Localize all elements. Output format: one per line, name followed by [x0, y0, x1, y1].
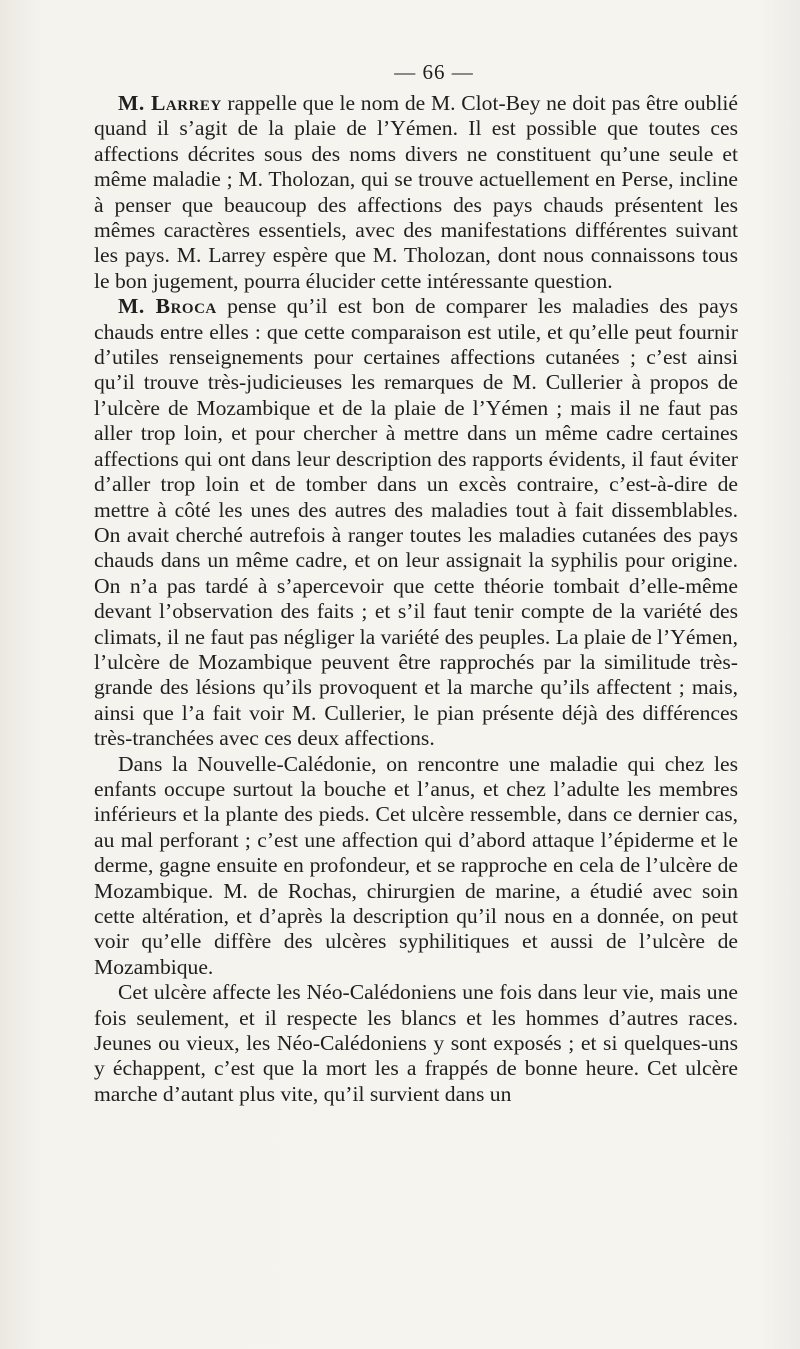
paragraph-text: Dans la Nouvelle-Calédonie, on rencontre une maladie qui chez les enfants occupe surtout la bouche et l’anus, et chez l’adulte les membres inférieurs et la plante des pieds. Cet ulcère ressemble, dans ce dernier cas, au mal perforant ; c’est une affection qui d’abord attaque l’épiderme et le derme, gagne ensuite en profondeur, et se rapproche en cela de l’ulcère de Mozambique. M. de Rochas, chirurgien de marine, a étudié avec soin cette altération, et d’après la description qu’il nous en a donnée, on peut voir qu’elle diffère des ulcères syphilitiques et aussi de l’ulcère de Mozambique.	[94, 751, 738, 979]
paragraph-text: rappelle que le nom de M. Clot-Bey ne doit pas être oublié quand il s’agit de la plaie de l’Yémen. Il est possible que toutes ces affections décrites sous des noms divers ne constituent qu’une seule et même maladie ; M. Tholozan, qui se trouve actuellement en Perse, incline à penser que beaucoup des affections des pays chauds présentent les mêmes caractères essentiels, avec des manifestations différentes suivant les pays. M. Larrey espère que M. Tholozan, dont nous connaissons tous le bon jugement, pourra élucider cette intéressante question.	[94, 91, 738, 293]
paragraph-text: Cet ulcère affecte les Néo-Calédoniens une fois dans leur vie, mais une fois seulement, et il respecte les blancs et les hommes d’autres races. Jeunes ou vieux, les Néo-Calédoniens y sont exposés ; et si quelques-uns y échappent, c’est que la mort les a frappés de bonne heure. Cet ulcère marche d’autant plus vite, qu’il survient dans un	[94, 980, 738, 1106]
speaker-name: M. Larrey	[118, 91, 222, 115]
paragraph-text: pense qu’il est bon de comparer les maladies des pays chauds entre elles : que cette comparaison est utile, et qu’elle peut fournir d’utiles renseignements pour certaines affections cutanées ; c’est ainsi qu’il trouve très-judicieuses les remarques de M. Cullerier à propos de l’ulcère de Mozambique et de la plaie de l’Yémen ; mais il ne faut pas aller trop loin, et pour chercher à mettre dans un même cadre certaines affections qui ont dans leur description des rapports évidents, il faut éviter d’aller trop loin et de tomber dans un excès contraire, c’est-à-dire de mettre à côté les unes des autres des maladies tout à fait dissemblables. On avait cherché autrefois à ranger toutes les maladies cutanées des pays chauds dans un même cadre, et on leur assignait la syphilis pour origine. On n’a pas tardé à s’apercevoir que cette théorie tombait d’elle-même devant l’observation des faits ; et s’il faut tenir compte de la variété des climats, il ne faut pas négliger la variété des peuples. La plaie de l’Yémen, l’ulcère de Mozambique peuvent être rapprochés par la similitude très-grande des lésions qu’ils provoquent et la marche qu’ils affectent ; mais, ainsi que l’a fait voir M. Cullerier, le pian présente déjà des différences très-tranchées avec ces deux affections.	[94, 294, 738, 751]
page-number: — 66 —	[394, 60, 474, 84]
paragraph-neo-caledoniens	[94, 980, 738, 1107]
speaker-name: M. Broca	[118, 294, 217, 319]
paragraph-larrey	[94, 91, 738, 294]
paragraph-nouvelle-caledonie	[94, 752, 738, 981]
paragraph-broca	[94, 294, 738, 751]
